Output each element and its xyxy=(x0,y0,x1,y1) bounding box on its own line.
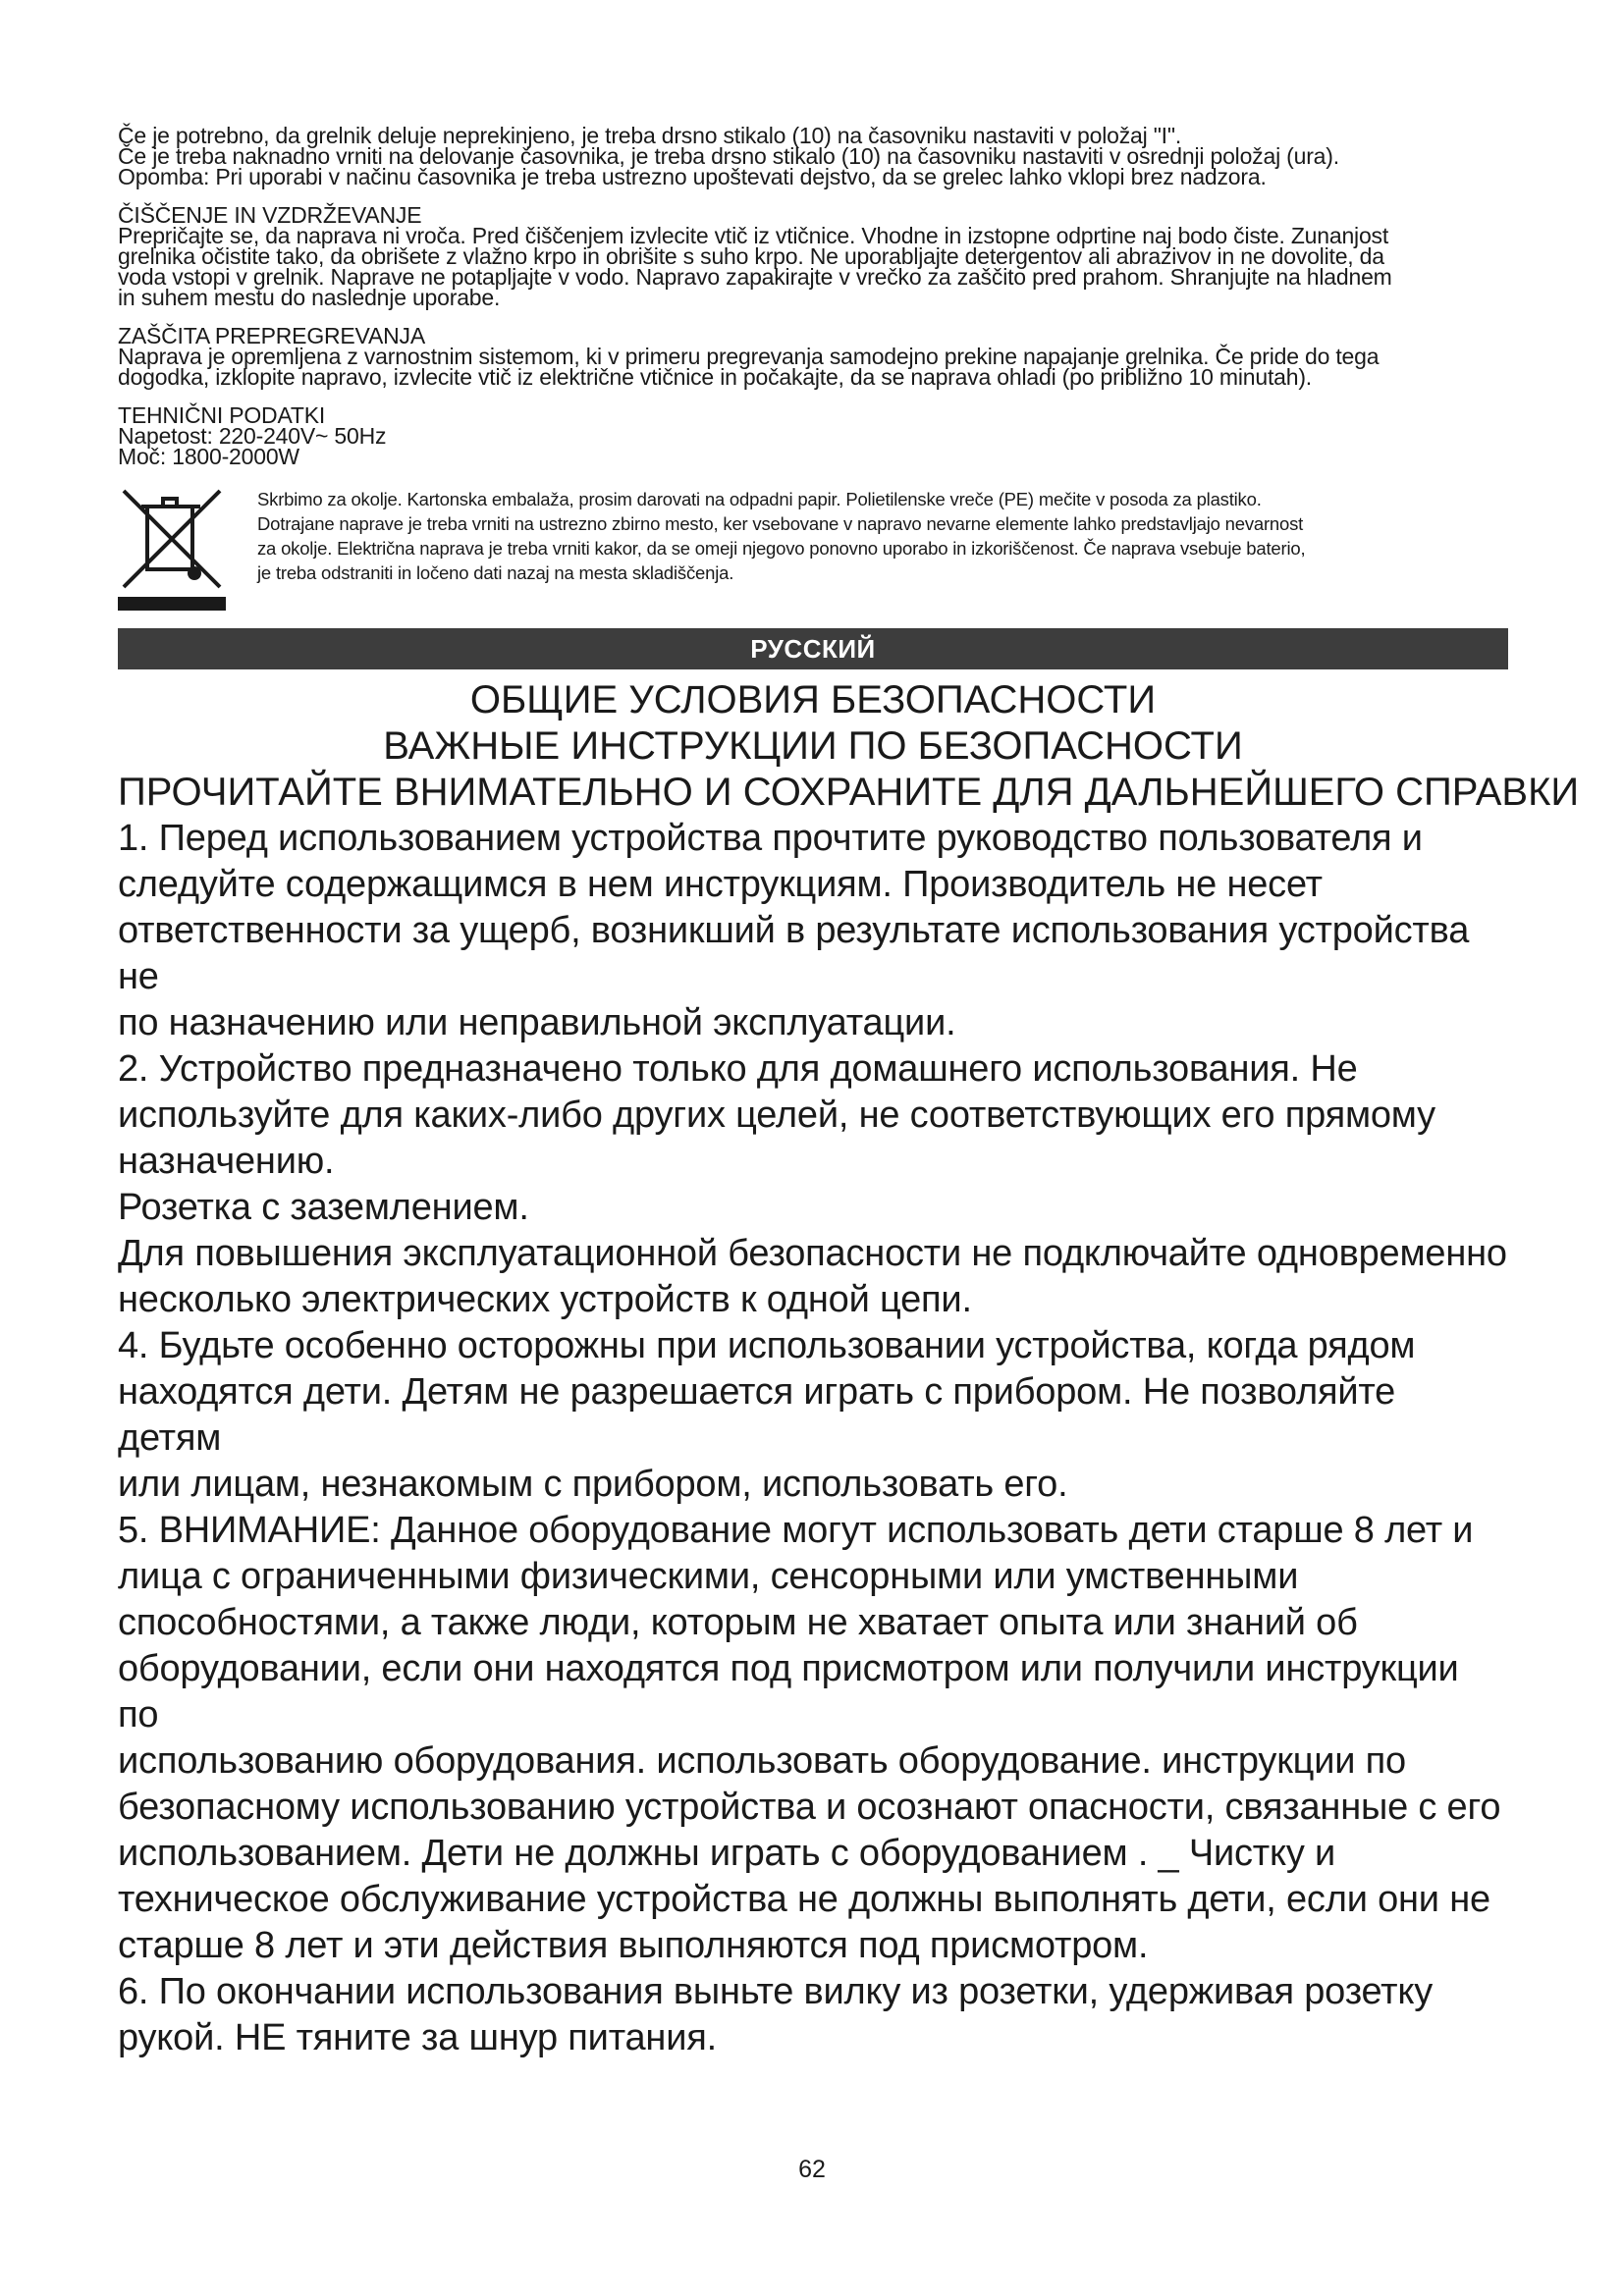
text-line: Opomba: Pri uporabi v načinu časovnika je treba ustrezno upoštevati dejstvo, da se grelec lahko vklopi brez nadzora. xyxy=(118,164,1267,189)
text-line: grelnika očistite tako, da obrišete z vlažno krpo in obrišite s suho krpo. Ne uporabljajte detergentov ali abrazivov in ne dovolite, da xyxy=(118,243,1384,269)
text-line: техническое обслуживание устройства не должны выполнять дети, если они не xyxy=(118,1879,1490,1920)
text-line: voda vstopi v grelnik. Naprave ne potapljajte v vodo. Napravo zapakirajte v vrečko za zaščito pred prahom. Shranjujte na hladnem xyxy=(118,264,1392,290)
text-line: оборудовании, если они находятся под присмотром или получили инструкции по xyxy=(118,1648,1459,1735)
heading-line: ОБЩИЕ УСЛОВИЯ БЕЗОПАСНОСТИ xyxy=(469,678,1157,721)
voltage-spec: Napetost: 220-240V~ 50Hz xyxy=(118,423,387,449)
power-spec: Moč: 1800-2000W xyxy=(118,444,299,469)
heading-line: ВАЖНЫЕ ИНСТРУКЦИИ ПО БЕЗОПАСНОСТИ xyxy=(383,724,1243,768)
heading-line: ПРОЧИТАЙТЕ ВНИМАТЕЛЬНО И СОХРАНИТЕ ДЛЯ ДАЛЬНЕЙШЕГО СПРАВКИ xyxy=(118,771,1580,814)
text-line: 1. Перед использованием устройства прочтите руководство пользователя и xyxy=(118,818,1423,859)
manual-page xyxy=(118,123,1580,2061)
language-bar: РУССКИЙ xyxy=(118,628,1508,669)
text-line: следуйте содержащимся в нем инструкциям. Производитель не несет xyxy=(118,864,1323,905)
text-line: Če je treba naknadno vrniti na delovanje časovnika, je treba drsno stikalo (10) na časovniku nastaviti v osrednji položaj (ura). xyxy=(118,143,1339,169)
text-line: или лицам, незнакомым с прибором, использовать его. xyxy=(118,1464,1068,1505)
text-line: старше 8 лет и эти действия выполняются под присмотром. xyxy=(118,1925,1149,1966)
text-line: рукой. НЕ тяните за шнур питания. xyxy=(118,2017,717,2058)
text-line: назначению. xyxy=(118,1141,335,1182)
text-line: Skrbimo za okolje. Kartonska embalaža, prosim darovati na odpadni papir. Polietilenske vreče (PE) mečite v posoda za plastiko. xyxy=(257,489,1262,509)
weee-notice xyxy=(118,485,1508,616)
text-line: za okolje. Električna naprava je treba vrniti kakor, da se omeji njegovo ponovno uporabo in izkoriščenost. Če naprava vsebuje baterio, xyxy=(257,538,1306,559)
text-line: je treba odstraniti in ločeno dati nazaj na mesta skladiščenja. xyxy=(257,562,734,583)
text-line: безопасному использованию устройства и осознают опасности, связанные с его xyxy=(118,1787,1501,1828)
text-line: по назначению или неправильной эксплуатации. xyxy=(118,1002,956,1043)
text-line: используйте для каких-либо других целей, не соответствующих его прямому xyxy=(118,1095,1435,1136)
section-title: TEHNIČNI PODATKI xyxy=(118,402,326,428)
text-line: Prepričajte se, da naprava ni vroča. Pred čiščenjem izvlecite vtič iz vtičnice. Vhodne in izstopne odprtine naj bodo čiste. Zunanjost xyxy=(118,223,1389,248)
weee-text xyxy=(257,487,1524,585)
text-line: 4. Будьте особенно осторожны при использовании устройства, когда рядом xyxy=(118,1325,1416,1366)
section-title: ČIŠČENJE IN VZDRŽEVANJE xyxy=(118,202,422,228)
text-line: in suhem mestu do naslednje uporabe. xyxy=(118,285,501,310)
text-line: Če je potrebno, da grelnik deluje neprekinjeno, je treba drsno stikalo (10) na časovniku nastaviti v položaj "I". xyxy=(118,123,1182,148)
text-line: использованию оборудования. использовать оборудование. инструкции по xyxy=(118,1740,1406,1782)
safety-headings xyxy=(118,677,1580,816)
section-title: ZAŠČITA PREPREGREVANJA xyxy=(118,323,425,348)
text-line: 2. Устройство предназначено только для домашнего использования. Не xyxy=(118,1048,1358,1090)
page-number: 62 xyxy=(798,2156,826,2183)
crossed-out-wheelie-bin-icon xyxy=(118,485,226,613)
tech-data-section xyxy=(118,402,1508,469)
cleaning-section xyxy=(118,202,1508,310)
timer-notes xyxy=(118,123,1508,189)
text-line: несколько электрических устройств к одной цепи. xyxy=(118,1279,972,1320)
overheat-section xyxy=(118,323,1508,390)
text-line: Dotrajane naprave je treba vrniti na ustrezno zbirno mesto, ker vsebovane v napravo nevarne elemente lahko predstavljajo nevarnost xyxy=(257,513,1304,534)
text-line: Для повышения эксплуатационной безопасности не подключайте одновременно xyxy=(118,1233,1507,1274)
text-line: Розетка с заземлением. xyxy=(118,1187,529,1228)
text-line: лица с ограниченными физическими, сенсорными или умственными xyxy=(118,1556,1299,1597)
text-line: dogodka, izklopite napravo, izvlecite vtič iz električne vtičnice in počakajte, da se naprava ohladi (po približno 10 minutah). xyxy=(118,364,1312,390)
text-line: ответственности за ущерб, возникший в результате использования устройства не xyxy=(118,910,1470,997)
russian-instructions xyxy=(118,816,1508,2061)
text-line: использованием. Дети не должны играть с оборудованием . _ Чистку и xyxy=(118,1833,1336,1874)
text-line: находятся дети. Детям не разрешается играть с прибором. Не позволяйте детям xyxy=(118,1371,1396,1459)
text-line: 6. По окончании использования выньте вилку из розетки, удерживая розетку xyxy=(118,1971,1434,2012)
text-line: 5. ВНИМАНИЕ: Данное оборудование могут использовать дети старше 8 лет и xyxy=(118,1510,1474,1551)
text-line: способностями, а также люди, которым не хватает опыта или знаний об xyxy=(118,1602,1358,1643)
text-line: Naprava je opremljena z varnostnim sistemom, ki v primeru pregrevanja samodejno prekine napajanje grelnika. Če pride do tega xyxy=(118,344,1380,369)
